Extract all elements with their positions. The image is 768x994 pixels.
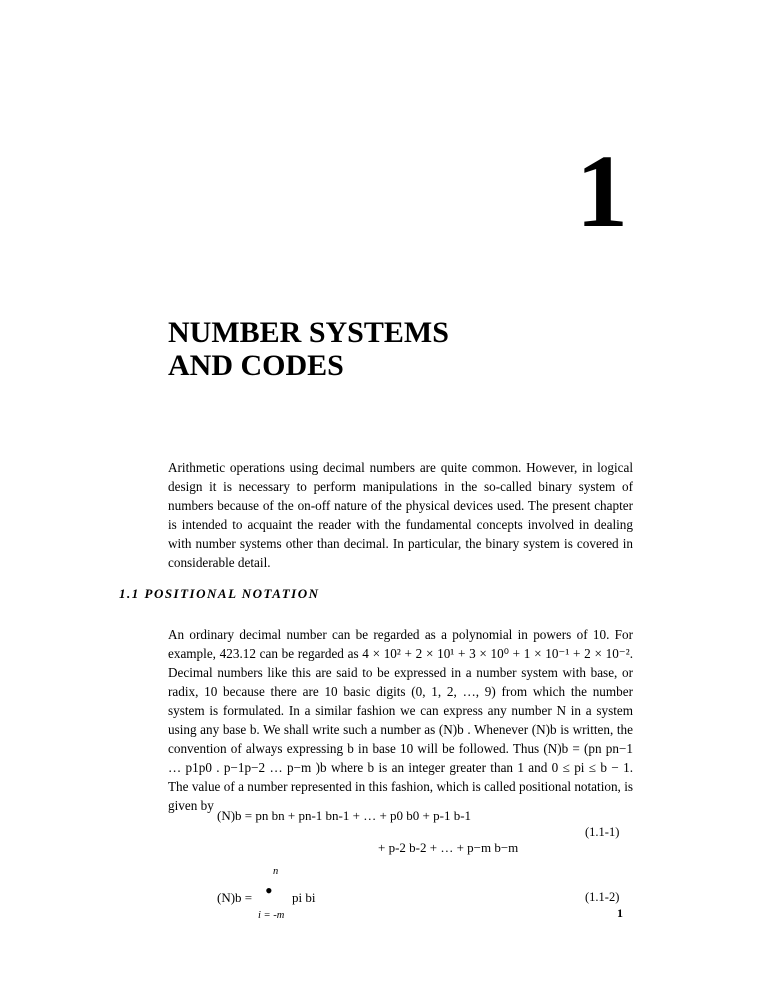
section-paragraph: An ordinary decimal number can be regarded as a polynomial in powers of 10. For example, 423.12 can be regarded as 4 × 10² + 2 × 10¹ + 3 × 10⁰ + 1 × 10⁻¹ + 2 × 10⁻². Decimal numbers like this are said to be expressed in a number system with base, or radix, 10 because there are 10 basic digits (0, 1, 2, …, 9) from which the number system is formulated. In a similar fashion we can express any number N in a system using any base b. We shall write such a number as (N)b . Whenever (N)b is written, the convention of always expressing b in base 10 will be followed. Thus (N)b = (pn pn−1 … p1p0 . p−1p−2 … p−m )b where b is an integer greater than 1 and 0 ≤ pi ≤ b − 1. The value of a number represented in this fashion, which is called positional notation, is given by bbox=[168, 627, 633, 813]
equation-2-term: pi bi bbox=[292, 890, 316, 905]
equation-2-lhs: (N)b = bbox=[217, 890, 253, 905]
equation-1-line-2: + p-2 b-2 + … + p−m b−m bbox=[378, 840, 519, 855]
equation-2-lower-limit: i = -m bbox=[258, 910, 285, 921]
equation-1-number: (1.1-1) bbox=[585, 825, 620, 839]
equation-1-line-1: (N)b = pn bn + pn-1 bn-1 + … + p0 b0 + p-1 b-1 bbox=[217, 808, 472, 823]
chapter-title: NUMBER SYSTEMS AND CODES bbox=[168, 316, 449, 382]
equation-2-upper-limit: n bbox=[273, 866, 279, 877]
summation-symbol: • bbox=[265, 878, 273, 903]
intro-paragraph: Arithmetic operations using decimal numbers are quite common. However, in logical design it is necessary to perform manipulations in the so-called binary system of numbers because of the on-off nature of the physical devices used. The present chapter is intended to acquaint the reader with the fundamental concepts involved in dealing with number systems other than decimal. In particular, the binary system is covered in considerable detail. bbox=[168, 460, 633, 570]
section-heading: 1.1 POSITIONAL NOTATION bbox=[119, 586, 320, 601]
equation-2-number: (1.1-2) bbox=[585, 890, 620, 904]
page-number: 1 bbox=[617, 906, 623, 920]
chapter-number: 1 bbox=[576, 134, 628, 249]
